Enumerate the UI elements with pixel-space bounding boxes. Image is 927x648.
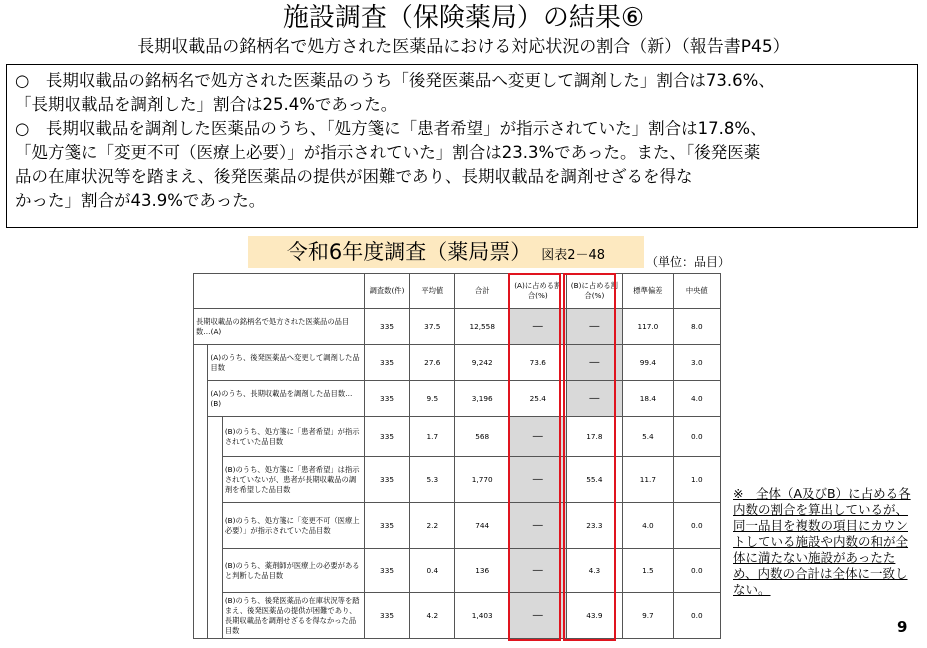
cell-pb: 4.3: [566, 549, 623, 593]
cell-total: 136: [455, 549, 510, 593]
summary-box: [6, 64, 918, 228]
cell-pb: ―: [566, 381, 623, 417]
cell-mean: 37.5: [410, 309, 455, 345]
table-row: [194, 417, 721, 457]
cell-sd: 5.4: [623, 417, 673, 457]
cell-median: 0.0: [673, 417, 720, 457]
cell-sd: 18.4: [623, 381, 673, 417]
summary-line: 「処方箋に「変更不可（医療上必要）」が指示されていた」割合は23.3%であった。また、「後発医薬: [15, 143, 761, 162]
table-row: [194, 457, 721, 503]
column-header: (B)に占める割合(%): [566, 274, 623, 309]
cell-median: 0.0: [673, 503, 720, 549]
cell-pa: ―: [509, 503, 566, 549]
indent-cell: [194, 593, 208, 639]
cell-median: 3.0: [673, 345, 720, 381]
section-title-text: 令和6年度調査（薬局票）: [286, 240, 532, 264]
row-label: (B)のうち、処方箋に「変更不可（医療上必要）」が指示されていた品目数: [222, 503, 364, 549]
indent-cell: [194, 503, 208, 549]
indent-cell: [194, 549, 208, 593]
footnote: ※ 全体（A及びB）に占める各内数の割合を算出しているが、同一品目を複数の項目にカウントしている施設や内数の和が全体に満たない施設があったため、内数の合計は全体に一致しない。: [733, 486, 911, 597]
cell-pb: 17.8: [566, 417, 623, 457]
indent-cell: [194, 417, 208, 457]
cell-n: 335: [364, 593, 409, 639]
cell-pa: ―: [509, 457, 566, 503]
cell-pb: 43.9: [566, 593, 623, 639]
row-label: 長期収載品の銘柄名で処方された医薬品の品目数…(A): [194, 309, 365, 345]
cell-total: 12,558: [455, 309, 510, 345]
cell-n: 335: [364, 345, 409, 381]
cell-n: 335: [364, 457, 409, 503]
indent-cell: [194, 457, 208, 503]
unit-label: （単位：品目）: [646, 255, 731, 269]
indent-cell: [208, 457, 222, 503]
cell-total: 568: [455, 417, 510, 457]
cell-median: 4.0: [673, 381, 720, 417]
indent-cell: [194, 345, 208, 381]
cell-pa: ―: [509, 309, 566, 345]
row-label: (B)のうち、薬剤師が医療上の必要があると判断した品目数: [222, 549, 364, 593]
cell-mean: 27.6: [410, 345, 455, 381]
cell-n: 335: [364, 503, 409, 549]
figure-number: 図表2－48: [541, 248, 606, 263]
header-blank: [194, 274, 365, 309]
cell-mean: 4.2: [410, 593, 455, 639]
cell-mean: 1.7: [410, 417, 455, 457]
column-header: 標準偏差: [623, 274, 673, 309]
cell-n: 335: [364, 549, 409, 593]
cell-pa: ―: [509, 593, 566, 639]
summary-line: ○ 長期収載品を調剤した医薬品のうち、「処方箋に「患者希望」が指示されていた」割合は17.8%、: [15, 119, 767, 138]
table-header-row: [194, 274, 721, 309]
column-header: 平均値: [410, 274, 455, 309]
cell-sd: 9.7: [623, 593, 673, 639]
cell-pb: ―: [566, 345, 623, 381]
indent-cell: [194, 381, 208, 417]
cell-median: 0.0: [673, 549, 720, 593]
table-row: [194, 593, 721, 639]
cell-sd: 1.5: [623, 549, 673, 593]
table-row: [194, 345, 721, 381]
cell-sd: 11.7: [623, 457, 673, 503]
summary-line: 「長期収載品を調剤した」割合は25.4%であった。: [15, 95, 398, 114]
indent-cell: [208, 417, 222, 457]
page-subtitle: 長期収載品の銘柄名で処方された医薬品における対応状況の割合（新）（報告書P45）: [137, 37, 790, 57]
cell-total: 9,242: [455, 345, 510, 381]
cell-sd: 117.0: [623, 309, 673, 345]
cell-pa: ―: [509, 549, 566, 593]
cell-n: 335: [364, 417, 409, 457]
column-header: 合計: [455, 274, 510, 309]
cell-pb: ―: [566, 309, 623, 345]
cell-sd: 99.4: [623, 345, 673, 381]
cell-total: 3,196: [455, 381, 510, 417]
indent-cell: [208, 503, 222, 549]
summary-line: 品の在庫状況等を踏まえ、後発医薬品の提供が困難であり、長期収載品を調剤せざるを得な: [15, 167, 693, 186]
column-header: 調査数(件): [364, 274, 409, 309]
cell-mean: 9.5: [410, 381, 455, 417]
cell-mean: 0.4: [410, 549, 455, 593]
table-row: [194, 309, 721, 345]
cell-median: 0.0: [673, 593, 720, 639]
cell-pa: 73.6: [509, 345, 566, 381]
cell-n: 335: [364, 309, 409, 345]
cell-pb: 55.4: [566, 457, 623, 503]
row-label: (A)のうち、後発医薬品へ変更して調剤した品目数: [208, 345, 364, 381]
row-label: (B)のうち、後発医薬品の在庫状況等を踏まえ、後発医薬品の提供が困難であり、長期収載品を調剤せざるを得なかった品目数: [222, 593, 364, 639]
cell-pa: ―: [509, 417, 566, 457]
page-title: 施設調査（保険薬局）の結果⑥: [282, 3, 645, 33]
cell-median: 8.0: [673, 309, 720, 345]
table-row: [194, 549, 721, 593]
row-label: (A)のうち、長期収載品を調剤した品目数…(B): [208, 381, 364, 417]
table-row: [194, 381, 721, 417]
section-title: [248, 236, 644, 268]
column-header: (A)に占める割合(%): [509, 274, 566, 309]
indent-cell: [208, 593, 222, 639]
row-label: (B)のうち、処方箋に「患者希望」が指示されていた品目数: [222, 417, 364, 457]
page-number: 9: [897, 618, 908, 636]
table-row: [194, 503, 721, 549]
row-label: (B)のうち、処方箋に「患者希望」は指示されていないが、患者が長期収載品の調剤を希望した品目数: [222, 457, 364, 503]
cell-median: 1.0: [673, 457, 720, 503]
cell-pa: 25.4: [509, 381, 566, 417]
column-header: 中央値: [673, 274, 720, 309]
cell-pb: 23.3: [566, 503, 623, 549]
cell-total: 744: [455, 503, 510, 549]
summary-line: かった」割合が43.9%であった。: [15, 191, 266, 210]
cell-mean: 5.3: [410, 457, 455, 503]
cell-total: 1,770: [455, 457, 510, 503]
cell-total: 1,403: [455, 593, 510, 639]
data-table: [193, 273, 721, 639]
cell-mean: 2.2: [410, 503, 455, 549]
indent-cell: [208, 549, 222, 593]
summary-line: ○ 長期収載品の銘柄名で処方された医薬品のうち「後発医薬品へ変更して調剤した」割合は73.6%、: [15, 71, 775, 90]
cell-n: 335: [364, 381, 409, 417]
cell-sd: 4.0: [623, 503, 673, 549]
